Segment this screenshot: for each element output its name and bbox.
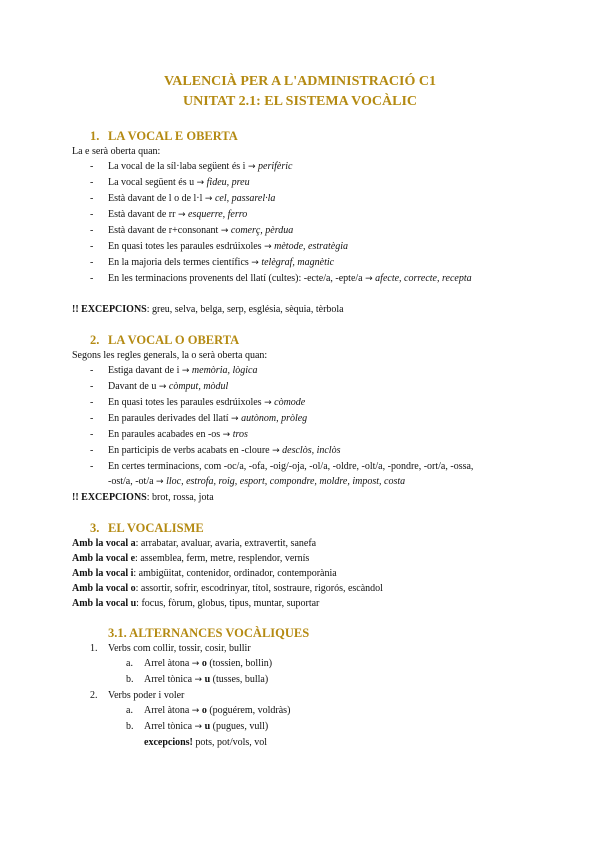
list-item: a. Arrel àtona → o (poguérem, voldràs) bbox=[126, 705, 291, 716]
verb-groups bbox=[72, 641, 528, 750]
arrow-icon: → bbox=[272, 446, 280, 456]
arrow-icon: → bbox=[194, 722, 203, 732]
arrow-icon: → bbox=[158, 382, 167, 392]
example-text: cel, passarel·la bbox=[214, 193, 276, 204]
list-item: - La vocal de la síl·laba següent és i → perifèric bbox=[72, 159, 528, 175]
section-intro: Segons les regles generals, la o serà oberta quan: bbox=[72, 350, 268, 361]
example-text: còmode bbox=[274, 397, 306, 408]
arrow-icon: → bbox=[194, 675, 203, 685]
list-item: - En certes terminacions, com -oc/a, -ofa, -oig/-oja, -ol/a, -oldre, -olt/a, -pondre, -ort/a, -ossa, -ost/a, -ot/a → lloc, estrofa, roig, esport, compondre, moldre, impost, costa bbox=[72, 459, 528, 490]
arrow-icon: → bbox=[196, 178, 205, 188]
example-text: mètode, estratègia bbox=[274, 241, 348, 252]
title-line-1: VALENCIÀ PER A L'ADMINISTRACIÓ C1 bbox=[163, 74, 436, 89]
arrow-icon: → bbox=[231, 414, 239, 424]
list-item: b. Arrel tònica → u (tusses, bulla) bbox=[126, 674, 269, 685]
example-text: autònom, pròleg bbox=[241, 413, 308, 424]
verb-group: 1. Verbs com collir, tossir, cosir, bullir a. Arrel àtona → o (tossien, bollin) b. Arrel tònica → u (tusses, bulla) bbox=[72, 641, 528, 688]
vocal-row: Amb la vocal o: assortir, sofrir, escodrinyar, títol, sostraure, rigorós, escàndol bbox=[72, 583, 383, 594]
verb-group-title: Verbs com collir, tossir, cosir, bullir bbox=[108, 643, 251, 654]
alternance-list bbox=[108, 656, 528, 688]
example-text: desclòs, inclòs bbox=[282, 445, 341, 456]
example-text: perifèric bbox=[258, 161, 293, 172]
arrow-icon: → bbox=[264, 242, 272, 252]
section-alternances bbox=[72, 625, 528, 750]
arrow-icon: → bbox=[247, 162, 256, 172]
vocal-row: Amb la vocal i: ambigüitat, contenidor, ordinador, contemporània bbox=[72, 568, 337, 579]
verb-group: 2. Verbs poder i voler a. Arrel àtona → o (poguérem, voldràs) b. Arrel tònica → u (pugues, vull) excepcions! pots, pot/vols, vol bbox=[72, 688, 528, 750]
vocal-row: Amb la vocal e: assemblea, ferm, metre, resplendor, vernís bbox=[72, 553, 310, 564]
list-item: - En quasi totes les paraules esdrúixoles → mètode, estratègia bbox=[72, 239, 528, 255]
vocal-row: Amb la vocal u: focus, fòrum, globus, tipus, muntar, suportar bbox=[72, 598, 320, 609]
exceptions-line: !! EXCEPCIONS: brot, rossa, jota bbox=[72, 492, 214, 503]
rule-list bbox=[72, 363, 528, 459]
arrow-icon: → bbox=[220, 226, 229, 236]
section-heading: 3. EL VOCALISME bbox=[90, 521, 204, 535]
list-item: - Davant de u → còmput, mòdul bbox=[72, 379, 528, 395]
list-item: - Estiga davant de i → memòria, lògica bbox=[72, 363, 528, 379]
list-item: - En participis de verbs acabats en -cloure → desclòs, inclòs bbox=[72, 443, 528, 459]
arrow-icon: → bbox=[156, 477, 164, 487]
section-intro: La e serà oberta quan: bbox=[72, 146, 161, 157]
example-text: comerç, pèrdua bbox=[230, 225, 294, 236]
section-heading: 2. LA VOCAL O OBERTA bbox=[90, 333, 240, 347]
list-item: - En paraules acabades en -os → tros bbox=[72, 427, 528, 443]
exceptions-line: !! EXCEPCIONS: greu, selva, belga, serp, església, sèquia, tèrbola bbox=[72, 304, 344, 315]
list-item: - En les terminacions provenents del llatí (cultes): -ecte/a, -epte/a → afecte, correcte, recepta bbox=[72, 271, 528, 287]
example-text: memòria, lògica bbox=[191, 365, 258, 376]
arrow-icon: → bbox=[191, 706, 200, 716]
arrow-icon: → bbox=[264, 398, 272, 408]
title-line-2: UNITAT 2.1: EL SISTEMA VOCÀLIC bbox=[182, 94, 418, 109]
section-vocal-e-oberta bbox=[72, 128, 528, 317]
example-text: telègraf, magnètic bbox=[261, 257, 335, 268]
example-text: afecte, correcte, recepta bbox=[375, 273, 472, 284]
rule-list bbox=[72, 159, 528, 287]
verb-group-title: Verbs poder i voler bbox=[108, 690, 185, 701]
example-text: còmput, mòdul bbox=[168, 381, 229, 392]
arrow-icon: → bbox=[222, 430, 231, 440]
section-vocal-o-oberta bbox=[72, 332, 528, 505]
list-item: - Està davant de r+consonant → comerç, pèrdua bbox=[72, 223, 528, 239]
example-text: tros bbox=[232, 429, 248, 440]
example-text: esquerre, ferro bbox=[188, 209, 248, 220]
list-item: - En quasi totes les paraules esdrúixoles → còmode bbox=[72, 395, 528, 411]
rule-list-last bbox=[72, 459, 528, 490]
vocal-row: Amb la vocal a: arrabatar, avaluar, avaria, extravertit, sanefa bbox=[72, 538, 317, 549]
list-item: - Està davant de rr → esquerre, ferro bbox=[72, 207, 528, 223]
list-item: - En paraules derivades del llatí → autònom, pròleg bbox=[72, 411, 528, 427]
arrow-icon: → bbox=[365, 274, 373, 284]
document-title bbox=[72, 72, 528, 112]
arrow-icon: → bbox=[191, 659, 200, 669]
list-item: - En la majoria dels termes científics → telègraf, magnètic bbox=[72, 255, 528, 271]
list-item: - La vocal següent és u → fideu, preu bbox=[72, 175, 528, 191]
list-item: b. Arrel tònica → u (pugues, vull) bbox=[126, 721, 269, 732]
vocal-rows bbox=[72, 536, 528, 611]
arrow-icon: → bbox=[251, 258, 259, 268]
alternance-list bbox=[108, 703, 528, 735]
section-heading: 3.1. ALTERNANCES VOCÀLIQUES bbox=[108, 626, 310, 640]
list-item: - Està davant de l o de l·l → cel, passarel·la bbox=[72, 191, 528, 207]
arrow-icon: → bbox=[204, 194, 213, 204]
exceptions-line: excepcions! pots, pot/vols, vol bbox=[144, 737, 268, 748]
arrow-icon: → bbox=[177, 210, 186, 220]
list-item: a. Arrel àtona → o (tossien, bollin) bbox=[126, 658, 273, 669]
arrow-icon: → bbox=[181, 366, 190, 376]
section-heading: 1. LA VOCAL E OBERTA bbox=[90, 129, 238, 143]
example-text: fideu, preu bbox=[206, 177, 250, 188]
section-vocalisme bbox=[72, 520, 528, 611]
